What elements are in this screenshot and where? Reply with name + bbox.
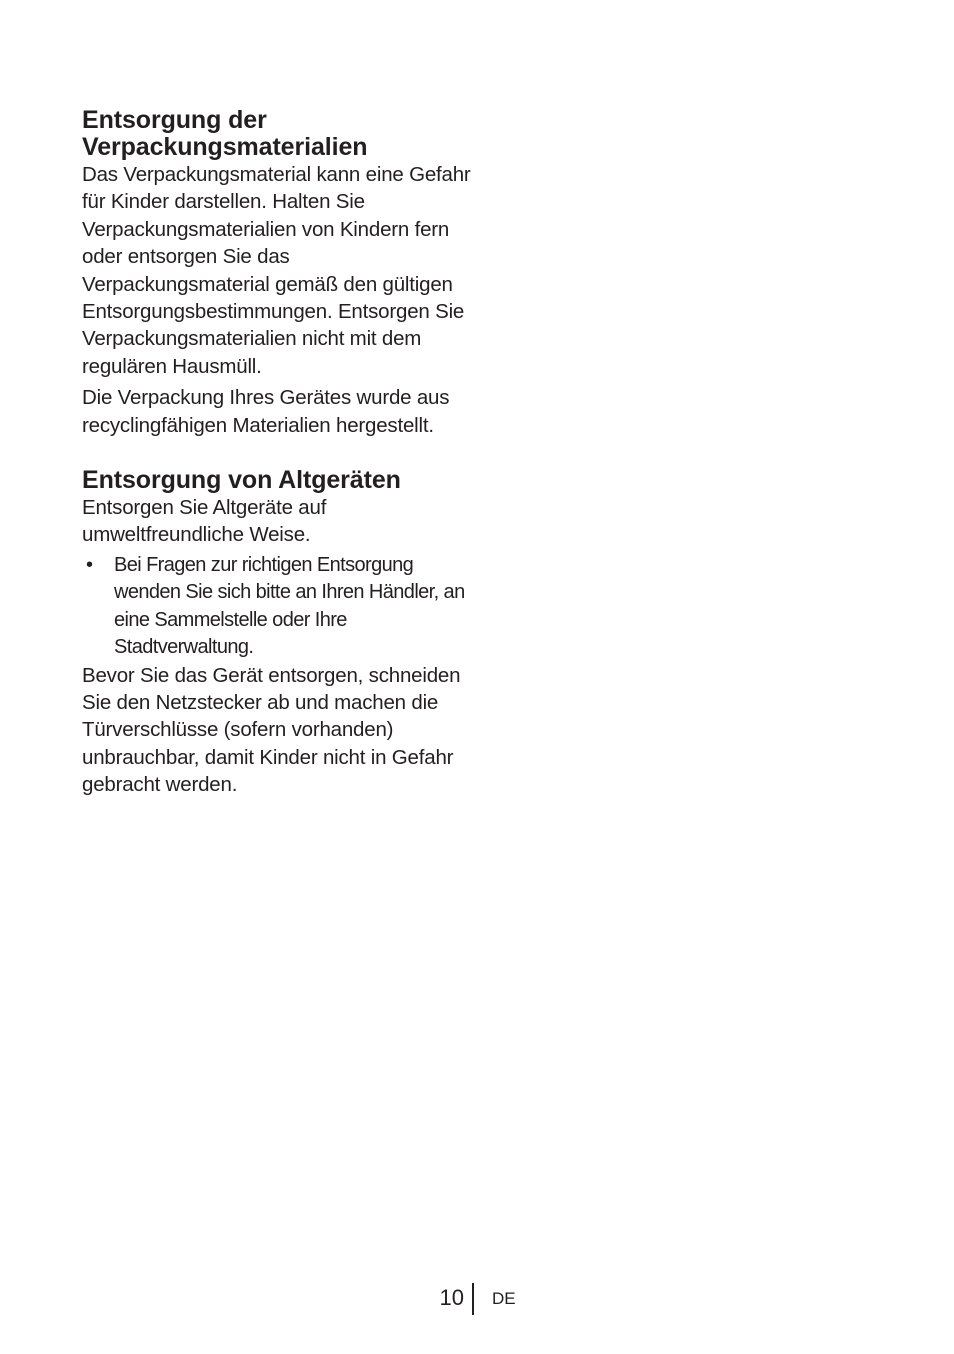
page-footer bbox=[0, 1283, 954, 1315]
bullet-item bbox=[82, 552, 472, 662]
packaging-paragraph-1: Das Verpackungsmaterial kann eine Gefahr für Kinder darstellen. Halten Sie Verpackungsmaterialien von Kindern fern oder entsorgen Sie das Verpackungsmaterial gemäß den gültigen Entsorgungsbestimmungen. Entsorgen Sie Verpackungsmaterialien nicht mit dem regulären Hausmüll. bbox=[82, 163, 471, 378]
old-appliances-closing: Bevor Sie das Gerät entsorgen, schneiden Sie den Netzstecker ab und machen die Türverschlüsse (sofern vorhanden) unbrauchbar, damit Kinder nicht in Gefahr gebracht werden. bbox=[82, 663, 461, 797]
heading-packaging-disposal bbox=[82, 107, 472, 161]
bullet-list bbox=[82, 552, 472, 662]
bullet-icon: • bbox=[86, 553, 93, 576]
section-old-appliances bbox=[82, 467, 472, 798]
heading-packaging-line2: Verpackungsmaterialien bbox=[82, 133, 368, 161]
heading-packaging-line1: Entsorgung der bbox=[82, 106, 267, 134]
language-code: DE bbox=[492, 1289, 516, 1308]
bullet-item-text: Bei Fragen zur richtigen Entsorgung wenden Sie sich bitte an Ihren Händler, an eine Sammelstelle oder Ihre Stadtverwaltung. bbox=[114, 553, 465, 659]
content-column bbox=[82, 107, 472, 799]
heading-old-appliances: Entsorgung von Altgeräten bbox=[82, 466, 401, 495]
section-packaging-disposal bbox=[82, 107, 472, 439]
page-number: 10 bbox=[439, 1285, 464, 1310]
footer-divider bbox=[472, 1283, 474, 1315]
packaging-paragraph-2: Die Verpackung Ihres Gerätes wurde aus recyclingfähigen Materialien hergestellt. bbox=[82, 386, 450, 437]
old-appliances-intro: Entsorgen Sie Altgeräte auf umweltfreundliche Weise. bbox=[82, 496, 327, 547]
